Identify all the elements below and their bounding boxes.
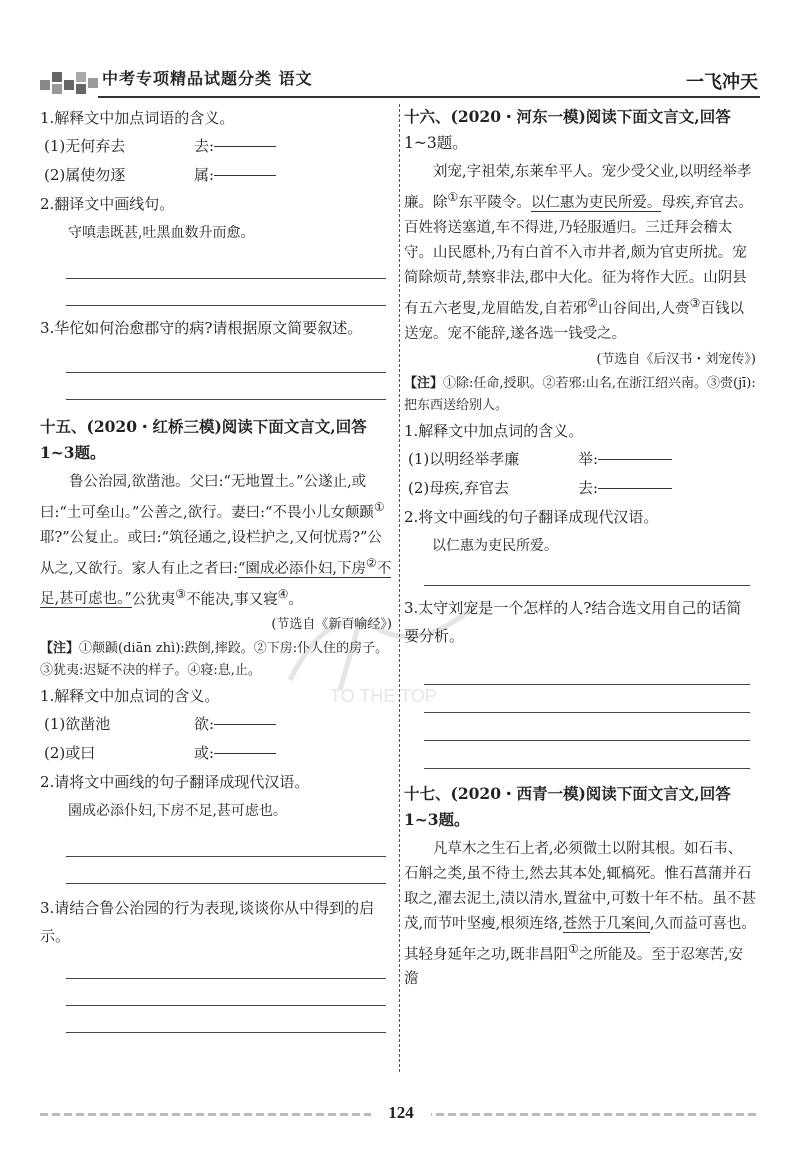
page-number: 124 [371, 1103, 431, 1123]
question-stem: 3.华佗如何治愈郡守的病?请根据原文简要叙述。 [40, 319, 363, 337]
column-divider [399, 104, 400, 1072]
source-citation: (节选自《新百喻经》) [271, 617, 392, 633]
answer-blank[interactable] [214, 739, 276, 754]
annotation-note: 【注】①颠踬(diān zhì):跌倒,摔跤。②下房:仆人住的房子。③犹夷:迟疑不决的样子。④寝:息,止。 [40, 641, 389, 679]
passage: 凡草木之生石上者,必须微土以附其根。如石韦、石斛之类,虽不待土,然去其本处,辄槁死。惟石菖蒲并石取之,濯去泥土,渍以清水,置盆中,可数十年不枯。虽不甚茂,而节叶坚瘦,根须连络,苍然于几案间,久而益可喜也。其轻身延年之功,既非昌阳①之所能及。至于忍寒苦,安澹 [404, 840, 756, 988]
section-title-cont: 1~3题。 [404, 134, 468, 152]
section-title: 十七、(2020・西青一模)阅读下面文言文,回答 [404, 783, 731, 803]
question-stem: 1.解释文中加点词语的含义。 [40, 109, 235, 127]
answer-blank[interactable] [214, 132, 276, 147]
answer-blank[interactable] [214, 161, 276, 176]
sub-question: (2)属使勿逐 属: [40, 161, 392, 190]
answer-line[interactable] [66, 1032, 386, 1033]
question-stem: 1.解释文中加点词的含义。 [404, 421, 584, 440]
answer-blank[interactable] [598, 474, 672, 489]
header-rule [98, 96, 760, 98]
header-decoration [40, 72, 98, 96]
sub-question: (2)或曰 或: [40, 739, 392, 768]
quote-sentence: 以仁惠为吏民所爱。 [432, 537, 558, 554]
passage: 刘宠,字祖荣,东莱牟平人。宠少受父业,以明经举孝廉。除①东平陵令。以仁惠为吏民所爱。母疾,弃官去。百姓将送塞道,车不得进,乃轻服遁归。三迁拜会稽太守。山民愿朴,乃有白首不入市井者,颇为官吏所扰。宠简除烦苛,禁察非法,郡中大化。征为将作大匠。山阴县有五六老叟,龙眉皓发,自若邪②山谷间出,人赍③百钱以送宠。宠不能辞,遂各选一钱受之。 [404, 164, 753, 342]
left-column [40, 104, 392, 1033]
sub-question: (1)欲凿池 欲: [40, 710, 392, 739]
book-title: 中考专项精品试题分类 语文 [102, 69, 313, 88]
watermark-text: TO THE TOP [330, 686, 437, 706]
underlined-sentence: 以仁惠为吏民所爱。 [530, 194, 662, 211]
page-footer [0, 1095, 800, 1135]
sub-question: (1)以明经举孝廉 举: [404, 445, 756, 474]
source-citation: (节选自《后汉书・刘宠传》) [596, 351, 756, 367]
section-title-cont: 1~3题。 [404, 809, 470, 829]
page-header [40, 54, 760, 100]
sub-question: (1)无何弃去 去: [40, 132, 392, 161]
quote-sentence: 守嗔恚既甚,吐黑血数升而愈。 [68, 225, 255, 241]
section-title-cont: 1~3题。 [40, 443, 106, 462]
section-title: 十六、(2020・河东一模)阅读下面文言文,回答 [404, 107, 731, 126]
right-column [404, 104, 756, 992]
annotation-note: 【注】①除:任命,授职。②若邪:山名,在浙江绍兴南。③赍(jī):把东西送给别人。 [404, 375, 756, 413]
question-stem: 1.解释文中加点词的含义。 [40, 687, 220, 706]
section-title: 十五、(2020・红桥三模)阅读下面文言文,回答 [40, 417, 367, 436]
underlined-sentence: “園成必添仆妇,下房②不足,甚可虑也。” [40, 555, 392, 608]
underlined-sentence: 苍然于几案间 [562, 915, 650, 932]
question-stem: 3.请结合鲁公治园的行为表现,谈谈你从中得到的启示。 [40, 899, 375, 946]
question-stem: 2.请将文中画线的句子翻译成现代汉语。 [40, 773, 310, 792]
sub-question: (2)母疾,弃官去 去: [404, 474, 756, 503]
watermark-logo [270, 590, 500, 710]
quote-sentence: 園成必添仆妇,下房不足,甚可虑也。 [68, 803, 287, 820]
passage: 鲁公治园,欲凿池。父曰:“无地置土。”公遂止,或曰:“土可垒山。”公善之,欲行。妻曰:“不畏小儿女颠踬①耶?”公复止。或曰:“筑径通之,设栏护之,又何忧焉?”公从之,又欲行。家人有止之者曰:“園成必添仆妇,下房②不足,甚可虑也。”公犹夷③不能决,事又寝④。 [40, 474, 392, 608]
question-stem: 2.将文中画线的句子翻译成现代汉语。 [404, 507, 659, 526]
brand-logo-text: 一飞冲天 [686, 72, 758, 93]
answer-blank[interactable] [598, 445, 672, 460]
question-stem: 3.太守刘宠是一个怎样的人?结合选文用自己的话简要分析。 [404, 598, 742, 645]
answer-blank[interactable] [214, 710, 276, 725]
question-stem: 2.翻译文中画线句。 [40, 195, 175, 213]
